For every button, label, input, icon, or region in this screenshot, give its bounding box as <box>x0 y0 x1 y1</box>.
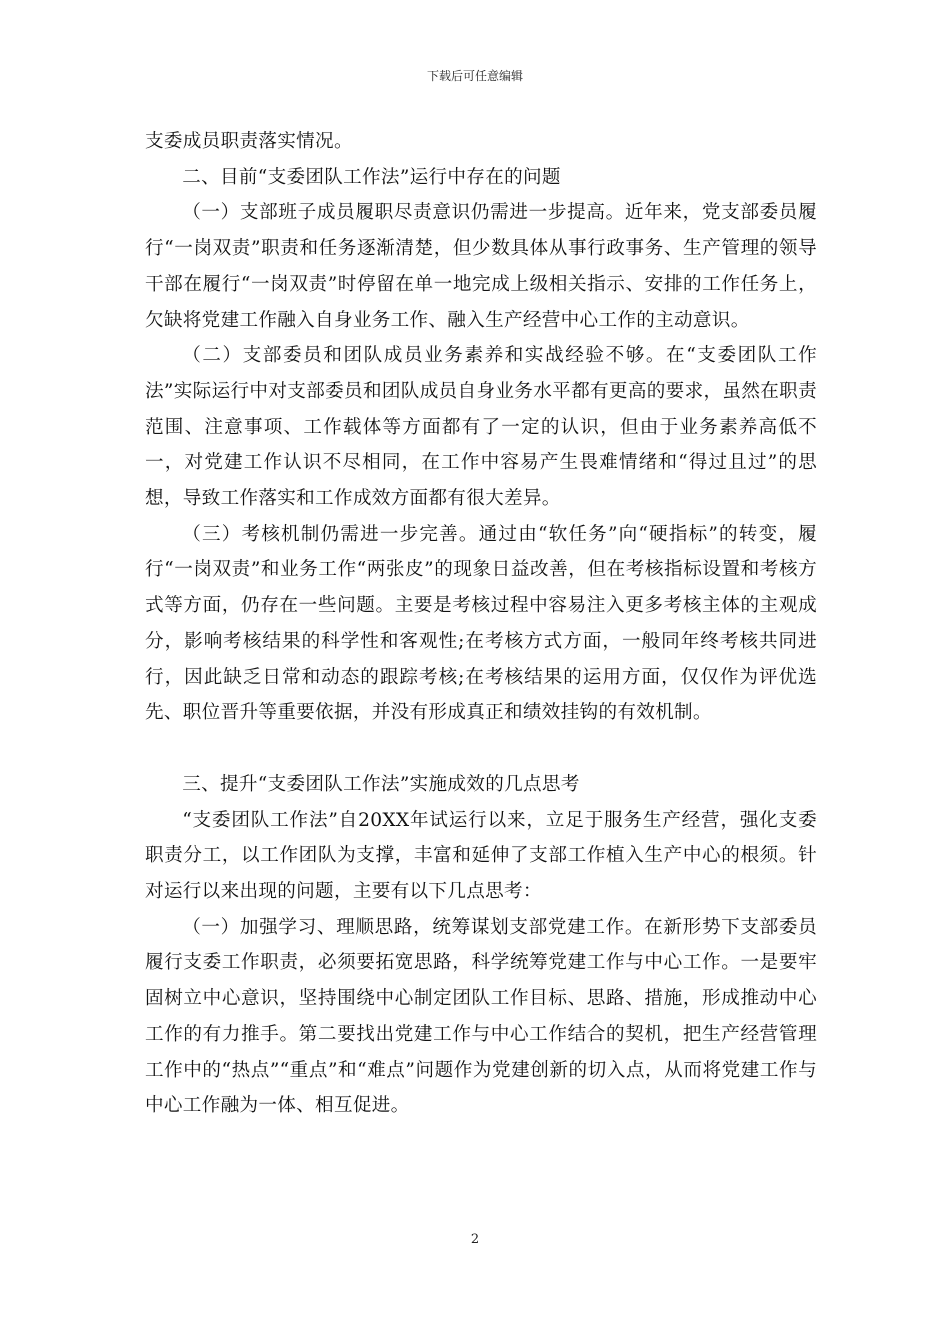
page-header: 下载后可任意编辑 <box>426 69 523 83</box>
paragraph-item-1: （一）支部班子成员履职尽责意识仍需进一步提高。近年来，党支部委员履行“一岗双责”职责和任务逐渐清楚，但少数具体从事行政事务、生产管理的领导干部在履行“一岗双责”时停留在单一地完成上级相关指示、安排的工作任务上，欠缺将党建工作融入自身业务工作、融入生产经营中心工作的主动意识。 <box>145 202 817 331</box>
paragraph-item-1b: （一）加强学习、理顺思路，统筹谋划支部党建工作。在新形势下支部委员履行支委工作职责，必须要拓宽思路，科学统筹党建工作与中心工作。一是要牢固树立中心意识，坚持围绕中心制定团队工作目标、思路、措施，形成推动中心工作的有力推手。第二要找出党建工作与中心工作结合的契机，把生产经营管理工作中的“热点”“重点”和“难点”问题作为党建创新的切入点，从而将党建工作与中心工作融为一体、相互促进。 <box>145 916 817 1117</box>
section-heading-3: 三、提升“支委团队工作法”实施成效的几点思考 <box>182 773 580 795</box>
paragraph-item-2: （二）支部委员和团队成员业务素养和实战经验不够。在“支委团队工作法”实际运行中对支部委员和团队成员自身业务水平都有更高的要求，虽然在职责范围、注意事项、工作载体等方面都有了一定的认识，但由于业务素养高低不一，对党建工作认识不尽相同，在工作中容易产生畏难情绪和“得过且过”的思想，导致工作落实和工作成效方面都有很大差异。 <box>145 345 817 510</box>
paragraph-item-3: （三）考核机制仍需进一步完善。通过由“软任务”向“硬指标”的转变，履行“一岗双责”和业务工作“两张皮”的现象日益改善，但在考核指标设置和考核方式等方面，仍存在一些问题。主要是考核过程中容易注入更多考核主体的主观成分，影响考核结果的科学性和客观性;在考核方式方面，一般同年终考核共同进行，因此缺乏日常和动态的跟踪考核;在考核结果的运用方面，仅仅作为评优选先、职位晋升等重要依据，并没有形成真正和绩效挂钩的有效机制。 <box>145 523 817 724</box>
paragraph-intro: “支委团队工作法”自20XX年试运行以来，立足于服务生产经营，强化支委职责分工，以工作团队为支撑，丰富和延伸了支部工作植入生产中心的根须。针对运行以来出现的问题，主要有以下几点思考： <box>145 809 817 903</box>
document-body <box>145 124 817 1124</box>
paragraph-continuation: 支委成员职责落实情况。 <box>145 131 353 152</box>
section-heading-2: 二、目前“支委团队工作法”运行中存在的问题 <box>182 166 561 188</box>
page-number: 2 <box>470 1232 480 1247</box>
blank-line <box>145 731 817 767</box>
